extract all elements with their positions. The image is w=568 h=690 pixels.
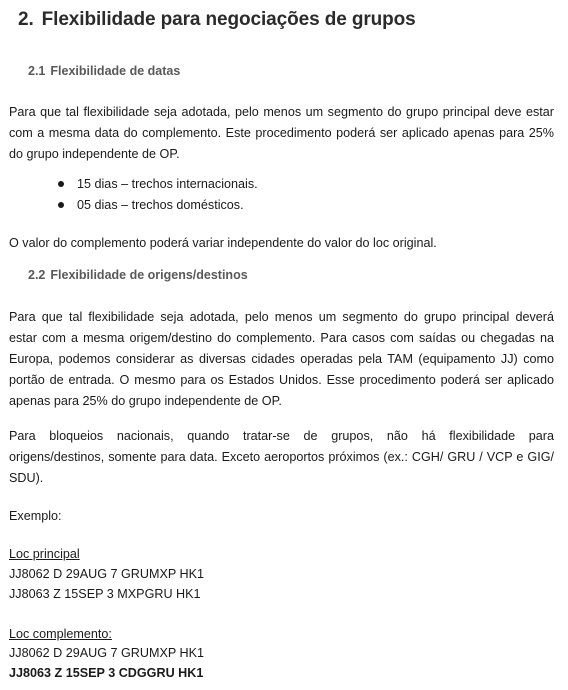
subsection-number: 2.1 — [28, 64, 46, 78]
loc-complemento-line-highlighted: JJ8063 Z 15SEP 3 CDGGRU HK1 — [9, 666, 204, 680]
paragraph-line: estar com a mesma origem/destino do complemento. Para casos com saídas ou chegadas na — [9, 331, 554, 345]
list-item — [0, 174, 568, 195]
paragraph-origins — [9, 307, 554, 412]
paragraph-line: Para bloqueios nacionais, quando tratar-se de grupos, não há flexibilidade para — [9, 429, 554, 443]
paragraph-national — [9, 426, 554, 489]
section-number: 2. — [18, 9, 34, 30]
list-item-text: 05 dias – trechos domésticos. — [77, 198, 244, 212]
list-item-text: 15 dias – trechos internacionais. — [77, 177, 258, 191]
bullet-icon — [58, 181, 64, 187]
subsection-heading-dates — [28, 64, 180, 78]
subsection-number: 2.2 — [28, 268, 46, 282]
paragraph-line: com a mesma data do complemento. Este procedimento poderá ser aplicado apenas para 25% — [9, 126, 554, 140]
paragraph-line: portão de entrada. O mesmo para os Estados Unidos. Esse procedimento poderá ser aplicado — [9, 373, 554, 387]
paragraph-line: Para que tal flexibilidade seja adotada, pelo menos um segmento do grupo principal deve estar — [9, 105, 554, 119]
section-heading — [18, 9, 416, 31]
loc-principal-label: Loc principal — [9, 547, 80, 561]
paragraph-dates — [9, 102, 554, 165]
example-label: Exemplo: — [9, 509, 62, 523]
paragraph-line: SDU). — [9, 471, 44, 485]
bullet-icon — [58, 202, 64, 208]
note-paragraph: O valor do complemento poderá variar independente do valor do loc original. — [9, 236, 437, 250]
loc-principal-line: JJ8062 D 29AUG 7 GRUMXP HK1 — [9, 567, 205, 581]
section-title: Flexibilidade para negociações de grupos — [41, 9, 416, 30]
paragraph-line: Para que tal flexibilidade seja adotada, pelo menos um segmento do grupo principal deverá — [9, 310, 554, 324]
loc-principal-line: JJ8063 Z 15SEP 3 MXPGRU HK1 — [9, 587, 201, 601]
bullet-list — [0, 174, 568, 216]
subsection-title: Flexibilidade de origens/destinos — [50, 268, 248, 282]
list-item — [0, 195, 568, 216]
loc-complemento-label: Loc complemento: — [9, 627, 112, 641]
subsection-title: Flexibilidade de datas — [50, 64, 181, 78]
paragraph-line: origens/destinos, somente para data. Exceto aeroportos próximos (ex.: CGH/ GRU / VCP e GIG/ — [9, 450, 554, 464]
loc-complemento-line: JJ8062 D 29AUG 7 GRUMXP HK1 — [9, 646, 205, 660]
paragraph-line: apenas para 25% do grupo independente de OP. — [9, 394, 282, 408]
paragraph-line: do grupo independente de OP. — [9, 147, 180, 161]
paragraph-line: Europa, podemos considerar as diversas cidades operadas pela TAM (equipamento JJ) como — [9, 352, 554, 366]
subsection-heading-origins — [28, 268, 248, 282]
